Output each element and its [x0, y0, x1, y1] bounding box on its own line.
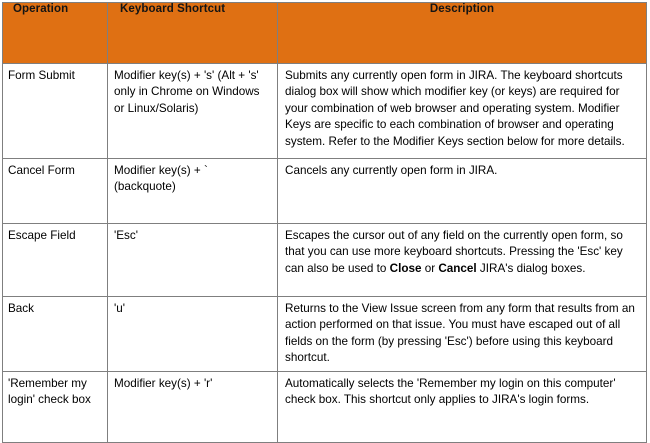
cell-shortcut: Modifier key(s) + 's' (Alt + 's' only in Chrome on Windows or Linux/Solaris) [108, 64, 278, 159]
description-text-segment: or [421, 261, 439, 275]
cell-operation: Form Submit [3, 64, 108, 159]
column-header-description: Description [278, 3, 647, 64]
cell-description: Returns to the View Issue screen from any form that results from an action performed on that issue. You must have escaped out of all fields on the form (by pressing 'Esc') before using this keyboard shortcut. [278, 297, 647, 372]
description-text-segment: JIRA's dialog boxes. [476, 261, 586, 275]
cell-shortcut: 'Esc' [108, 224, 278, 297]
column-header-keyboard-shortcut: Keyboard Shortcut [108, 3, 278, 64]
cell-shortcut: 'u' [108, 297, 278, 372]
cell-operation: Escape Field [3, 224, 108, 297]
table-body [3, 64, 647, 443]
table-header-row [3, 3, 647, 64]
cell-operation: Cancel Form [3, 159, 108, 224]
description-text-segment: Escapes the cursor out of any field on the currently open form, so that you can use more keyboard shortcuts. Pressing the 'Esc' key can also be used to [285, 229, 623, 275]
table-row [3, 371, 647, 442]
cell-operation: Back [3, 297, 108, 372]
table-row [3, 224, 647, 297]
cell-shortcut: Modifier key(s) + ` (backquote) [108, 159, 278, 224]
cell-description: Automatically selects the 'Remember my login on this computer' check box. This shortcut only applies to JIRA's login forms. [278, 371, 647, 442]
cell-description: Submits any currently open form in JIRA. The keyboard shortcuts dialog box will show which modifier key (or keys) are required for your combination of web browser and operating system. Modifier Keys are specific to each combination of browser and operating system. Refer to the Modifier Keys section below for more details. [278, 64, 647, 159]
cell-shortcut: Modifier key(s) + 'r' [108, 371, 278, 442]
table-header [3, 3, 647, 64]
table-row [3, 64, 647, 159]
cell-description: Cancels any currently open form in JIRA. [278, 159, 647, 224]
keyboard-shortcuts-table [2, 2, 647, 443]
description-emphasis-cancel: Cancel [438, 261, 477, 275]
description-emphasis-close: Close [389, 261, 422, 275]
table-row [3, 159, 647, 224]
cell-description [278, 224, 647, 297]
column-header-operation: Operation [3, 3, 108, 64]
table-row [3, 297, 647, 372]
cell-operation: 'Remember my login' check box [3, 371, 108, 442]
